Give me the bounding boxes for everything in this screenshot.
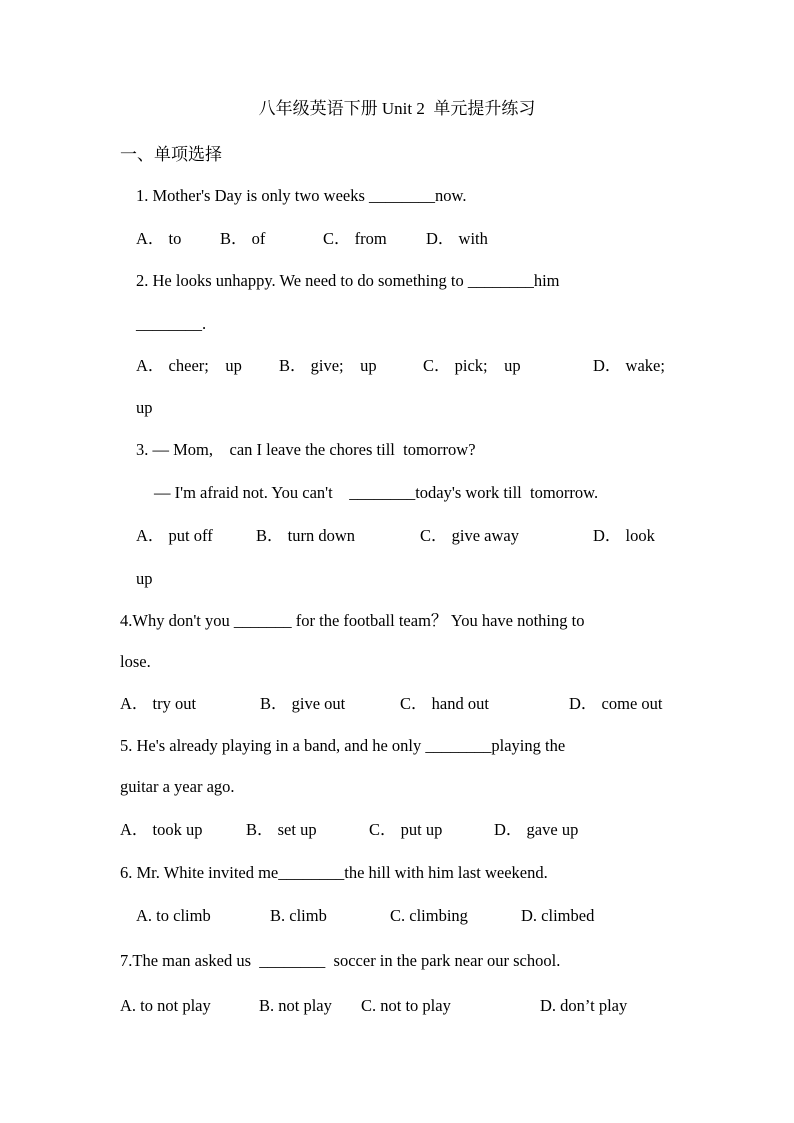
question-6-option-b: B. climb bbox=[270, 906, 327, 925]
question-1-option-d: D． with bbox=[426, 229, 488, 248]
question-4-option-b: B． give out bbox=[260, 694, 346, 713]
question-6-option-d: D. climbed bbox=[521, 906, 595, 925]
question-2-stem-line2: ________. bbox=[136, 314, 207, 333]
question-5-option-a: A． took up bbox=[120, 820, 203, 839]
question-1-option-b: B． of bbox=[220, 229, 266, 248]
question-7-option-d: D. don’t play bbox=[540, 996, 628, 1015]
question-3-option-c: C． give away bbox=[420, 526, 519, 545]
question-3-stem-line2: — I'm afraid not. You can't ________today's work till tomorrow. bbox=[154, 483, 599, 502]
question-4-stem-line2: lose. bbox=[120, 652, 151, 671]
question-3-option-d-continued: up bbox=[136, 569, 153, 588]
question-6-option-c: C. climbing bbox=[390, 906, 468, 925]
question-2-stem-line1: 2. He looks unhappy. We need to do something to ________him bbox=[136, 271, 560, 290]
question-4-option-c: C． hand out bbox=[400, 694, 489, 713]
question-5-option-d: D． gave up bbox=[494, 820, 579, 839]
question-1-option-c: C． from bbox=[323, 229, 387, 248]
question-3-option-a: A． put off bbox=[136, 526, 213, 545]
question-2-option-d-continued: up bbox=[136, 398, 153, 417]
question-7-stem: 7.The man asked us ________ soccer in the park near our school. bbox=[120, 951, 561, 970]
section-heading: 一、单项选择 bbox=[120, 145, 222, 164]
question-7-option-c: C. not to play bbox=[361, 996, 451, 1015]
question-4-stem-line1: 4.Why don't you _______ for the football team？ You have nothing to bbox=[120, 611, 585, 630]
question-7-option-a: A. to not play bbox=[120, 996, 211, 1015]
question-7-option-b: B. not play bbox=[259, 996, 332, 1015]
question-1-stem: 1. Mother's Day is only two weeks ________now. bbox=[136, 186, 467, 205]
question-5-option-c: C． put up bbox=[369, 820, 443, 839]
question-2-option-c: C． pick; up bbox=[423, 356, 521, 375]
question-1-option-a: A． to bbox=[136, 229, 182, 248]
question-5-stem-line1: 5. He's already playing in a band, and he only ________playing the bbox=[120, 736, 566, 755]
question-2-option-d: D． wake; bbox=[593, 356, 665, 375]
question-4-option-a: A． try out bbox=[120, 694, 197, 713]
question-5-option-b: B． set up bbox=[246, 820, 317, 839]
question-5-stem-line2: guitar a year ago. bbox=[120, 777, 235, 796]
question-2-option-b: B． give; up bbox=[279, 356, 377, 375]
question-3-stem-line1: 3. — Mom, can I leave the chores till tomorrow? bbox=[136, 440, 476, 459]
question-3-option-d: D． look bbox=[593, 526, 655, 545]
page-title: 八年级英语下册 Unit 2 单元提升练习 bbox=[258, 99, 536, 118]
question-4-option-d: D． come out bbox=[569, 694, 663, 713]
question-6-stem: 6. Mr. White invited me________the hill with him last weekend. bbox=[120, 863, 548, 882]
question-6-option-a: A. to climb bbox=[136, 906, 211, 925]
question-3-option-b: B． turn down bbox=[256, 526, 355, 545]
question-2-option-a: A． cheer; up bbox=[136, 356, 242, 375]
